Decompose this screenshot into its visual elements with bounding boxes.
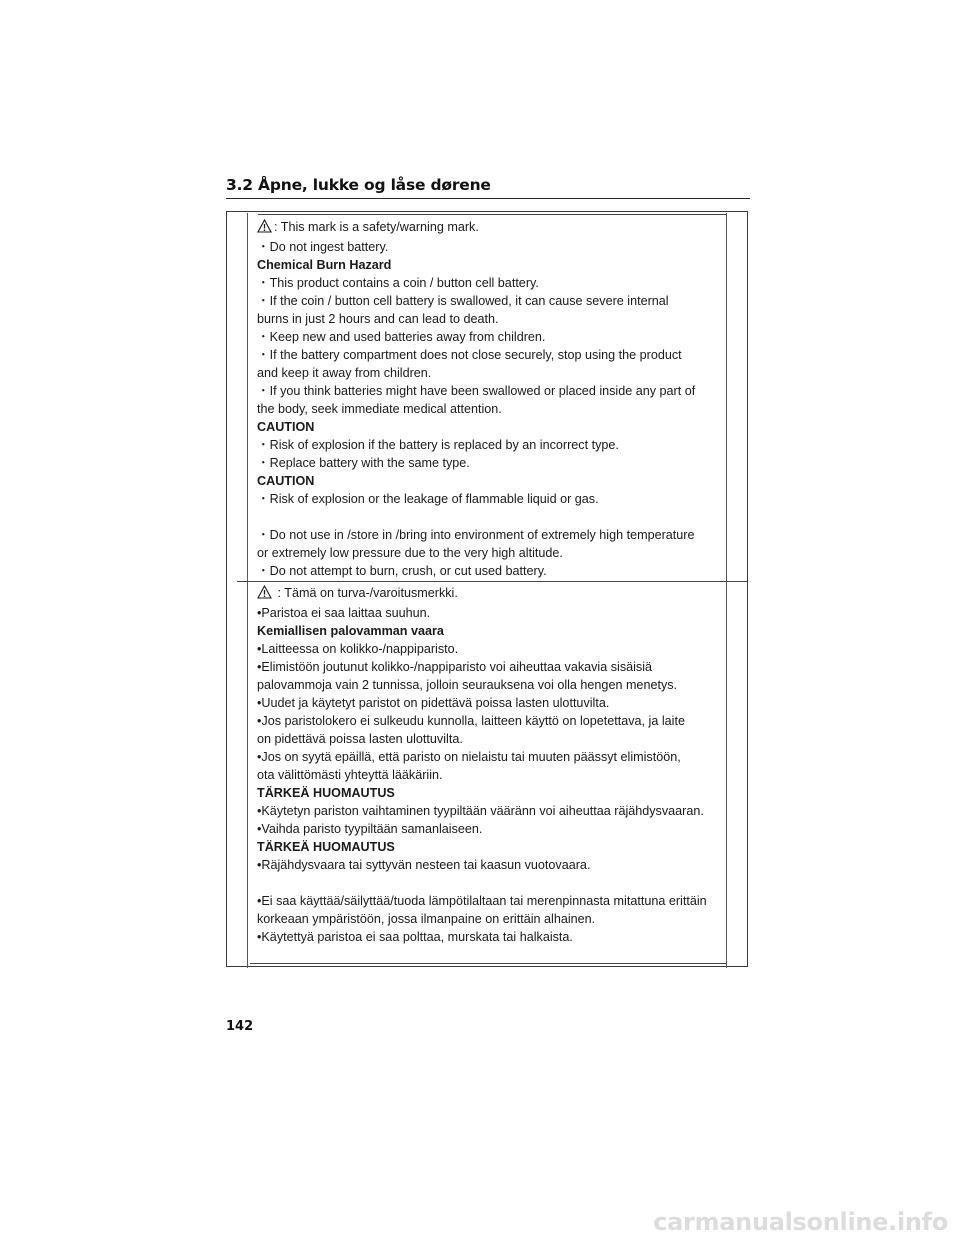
section-heading: TÄRKEÄ HUOMAUTUS	[257, 786, 395, 800]
text-line: ・Do not attempt to burn, crush, or cut used battery.	[257, 564, 547, 578]
section-heading: Kemiallisen palovamman vaara	[257, 624, 444, 638]
text-line: •Jos paristolokero ei sulkeudu kunnolla, laitteen käyttö on lopetettava, ja laite	[257, 714, 685, 728]
text-line: •Paristoa ei saa laittaa suuhun.	[257, 606, 431, 620]
text-line: •Elimistöön joutunut kolikko-/nappiparisto voi aiheuttaa vakavia sisäisiä	[257, 660, 653, 674]
text-line: ota välittömästi yhteyttä lääkäriin.	[257, 768, 443, 782]
text-line: •Räjähdysvaara tai syttyvän nesteen tai kaasun vuotovaara.	[257, 858, 591, 872]
text-line: •Uudet ja käytetyt paristot on pidettävä poissa lasten ulottuvilta.	[257, 696, 610, 710]
text-line: and keep it away from children.	[257, 366, 432, 380]
spacer	[257, 508, 727, 526]
text-line: ・If you think batteries might have been swallowed or placed inside any part of	[257, 384, 696, 398]
text-line: •Käytetyn pariston vaihtaminen tyypiltään vääränn voi aiheuttaa räjähdysvaaran.	[257, 804, 704, 818]
text-line: burns in just 2 hours and can lead to death.	[257, 312, 499, 326]
text-line: ・If the coin / button cell battery is swallowed, it can cause severe internal	[257, 294, 669, 308]
section-heading: Chemical Burn Hazard	[257, 258, 392, 272]
text-line: palovammoja vain 2 tunnissa, jolloin seurauksena voi olla hengen menetys.	[257, 678, 678, 692]
text-line: •Jos on syytä epäillä, että paristo on nielaistu tai muuten päässyt elimistöön,	[257, 750, 681, 764]
warning-triangle-icon	[257, 585, 272, 604]
english-lines	[257, 238, 727, 580]
warning-mark-line	[257, 218, 727, 238]
text-line: ・If the battery compartment does not close securely, stop using the product	[257, 348, 682, 362]
text-line: •Käytettyä paristoa ei saa polttaa, murskata tai halkaista.	[257, 930, 573, 944]
text-line: ・Replace battery with the same type.	[257, 456, 470, 470]
warning-triangle-icon	[257, 219, 272, 238]
text-line: •Ei saa käyttää/säilyttää/tuoda lämpötilaltaan tai merenpinnasta mitattuna erittäin	[257, 894, 707, 908]
site-watermark: carmanualsonline.info	[653, 1208, 948, 1236]
text-line: or extremely low pressure due to the very high altitude.	[257, 546, 563, 560]
english-warning-section	[257, 218, 727, 580]
box-bottom-rule	[250, 963, 726, 964]
text-line: ・Risk of explosion if the battery is replaced by an incorrect type.	[257, 438, 619, 452]
box-inner-left-border	[247, 213, 248, 968]
section-divider	[237, 581, 748, 582]
text-line: the body, seek immediate medical attention.	[257, 402, 502, 416]
section-heading: CAUTION	[257, 474, 315, 488]
text-line: •Laitteessa on kolikko-/nappiparisto.	[257, 642, 459, 656]
section-heading: CAUTION	[257, 420, 315, 434]
section-heading: TÄRKEÄ HUOMAUTUS	[257, 840, 395, 854]
text-line: •Vaihda paristo tyypiltään samanlaiseen.	[257, 822, 483, 836]
warning-mark-text: : Tämä on turva-/varoitusmerkki.	[274, 586, 458, 600]
text-line: korkeaan ympäristöön, jossa ilmanpaine on erittäin alhainen.	[257, 912, 596, 926]
page-number: 142	[226, 1019, 254, 1034]
warning-mark-line	[257, 584, 727, 604]
finnish-warning-section	[257, 584, 727, 946]
text-line: on pidettävä poissa lasten ulottuvilta.	[257, 732, 463, 746]
text-line: ・Do not ingest battery.	[257, 240, 389, 254]
page-header	[226, 176, 750, 199]
text-line: ・Do not use in /store in /bring into environment of extremely high temperature	[257, 528, 695, 542]
spacer	[257, 874, 727, 892]
text-line: ・This product contains a coin / button cell battery.	[257, 276, 539, 290]
text-line: ・Risk of explosion or the leakage of flammable liquid or gas.	[257, 492, 599, 506]
section-title: 3.2 Åpne, lukke og låse dørene	[226, 176, 491, 194]
finnish-lines	[257, 604, 727, 946]
box-top-rule	[258, 214, 726, 215]
warning-mark-text: : This mark is a safety/warning mark.	[274, 220, 479, 234]
text-line: ・Keep new and used batteries away from children.	[257, 330, 546, 344]
